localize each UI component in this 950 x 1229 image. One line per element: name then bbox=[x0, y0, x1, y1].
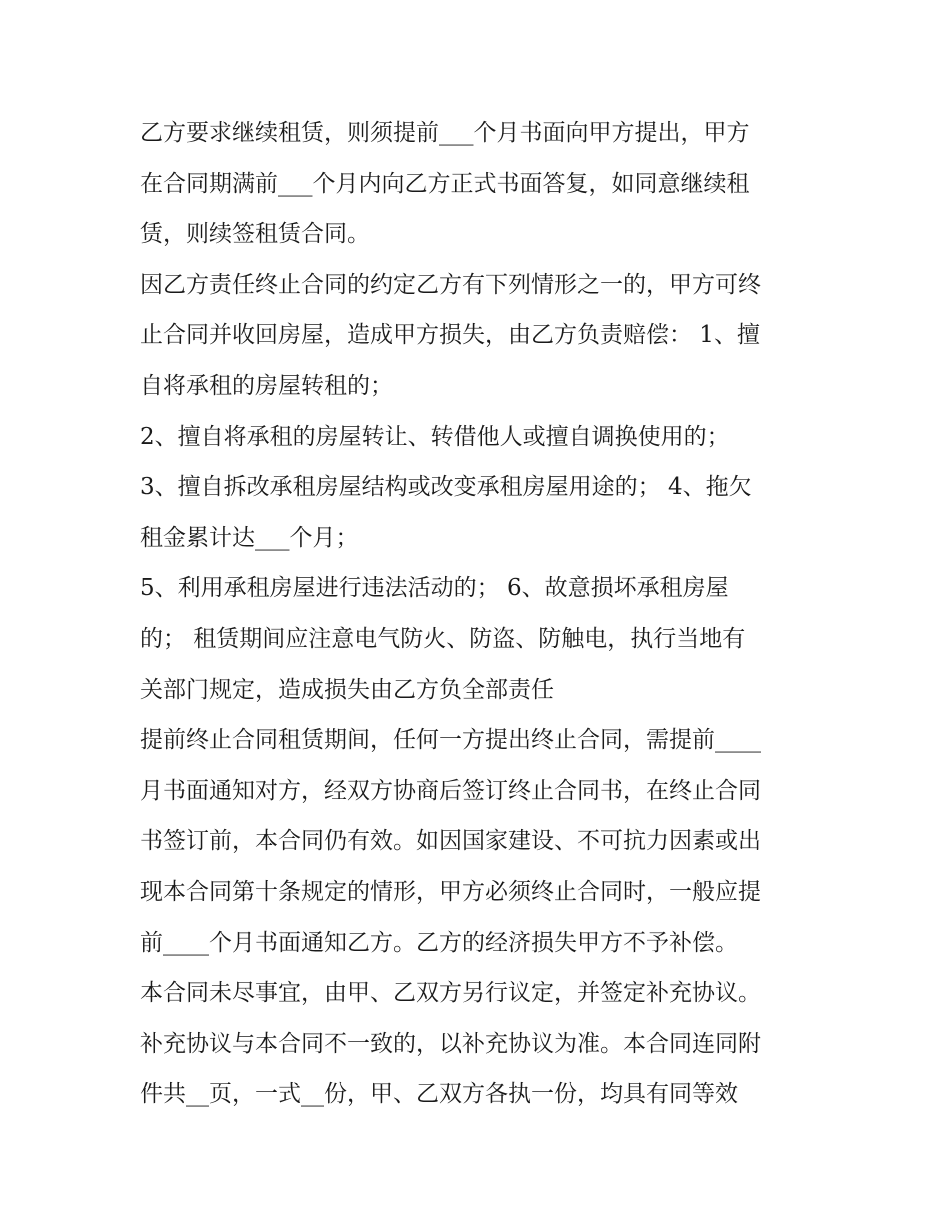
text-line: 2、擅自将承租的房屋转让、转借他人或擅自调换使用的； bbox=[140, 423, 730, 450]
text-line: 租金累计达___个月； bbox=[140, 524, 359, 551]
document-body bbox=[140, 108, 820, 1120]
text-line: 赁，则续签租赁合同。 bbox=[140, 221, 370, 248]
text-line: 书签订前，本合同仍有效。如因国家建设、不可抗力因素或出 bbox=[140, 828, 761, 855]
text-line: 本合同未尽事宜，由甲、乙双方另行议定，并签定补充协议。 bbox=[140, 980, 761, 1007]
text-line: 补充协议与本合同不一致的，以补充协议为准。本合同连同附 bbox=[140, 1030, 761, 1057]
text-line: 提前终止合同租赁期间，任何一方提出终止合同，需提前____ bbox=[140, 727, 761, 754]
text-line: 5、利用承租房屋进行违法活动的； 6、故意损坏承租房屋 bbox=[140, 575, 729, 602]
text-line: 月书面通知对方，经双方协商后签订终止合同书，在终止合同 bbox=[140, 777, 761, 804]
text-line: 前____个月书面通知乙方。乙方的经济损失甲方不予补偿。 bbox=[140, 929, 738, 956]
text-line: 乙方要求继续租赁，则须提前___个月书面向甲方提出，甲方 bbox=[140, 120, 750, 146]
text-line: 因乙方责任终止合同的约定乙方有下列情形之一的，甲方可终 bbox=[140, 271, 761, 298]
text-line: 现本合同第十条规定的情形，甲方必须终止合同时，一般应提 bbox=[140, 878, 761, 905]
text-line: 3、擅自拆改承租房屋结构或改变承租房屋用途的； 4、拖欠 bbox=[140, 474, 752, 501]
text-line: 自将承租的房屋转租的； bbox=[140, 372, 393, 399]
text-line: 关部门规定，造成损失由乙方负全部责任 bbox=[140, 676, 554, 703]
text-line: 件共__页，一式__份，甲、乙双方各执一份，均具有同等效 bbox=[140, 1081, 738, 1108]
text-line: 止合同并收回房屋，造成甲方损失，由乙方负责赔偿： 1、擅 bbox=[140, 322, 760, 349]
text-line: 在合同期满前___个月内向乙方正式书面答复，如同意继续租 bbox=[140, 170, 750, 197]
text-line: 的； 租赁期间应注意电气防火、防盗、防触电，执行当地有 bbox=[140, 625, 746, 652]
